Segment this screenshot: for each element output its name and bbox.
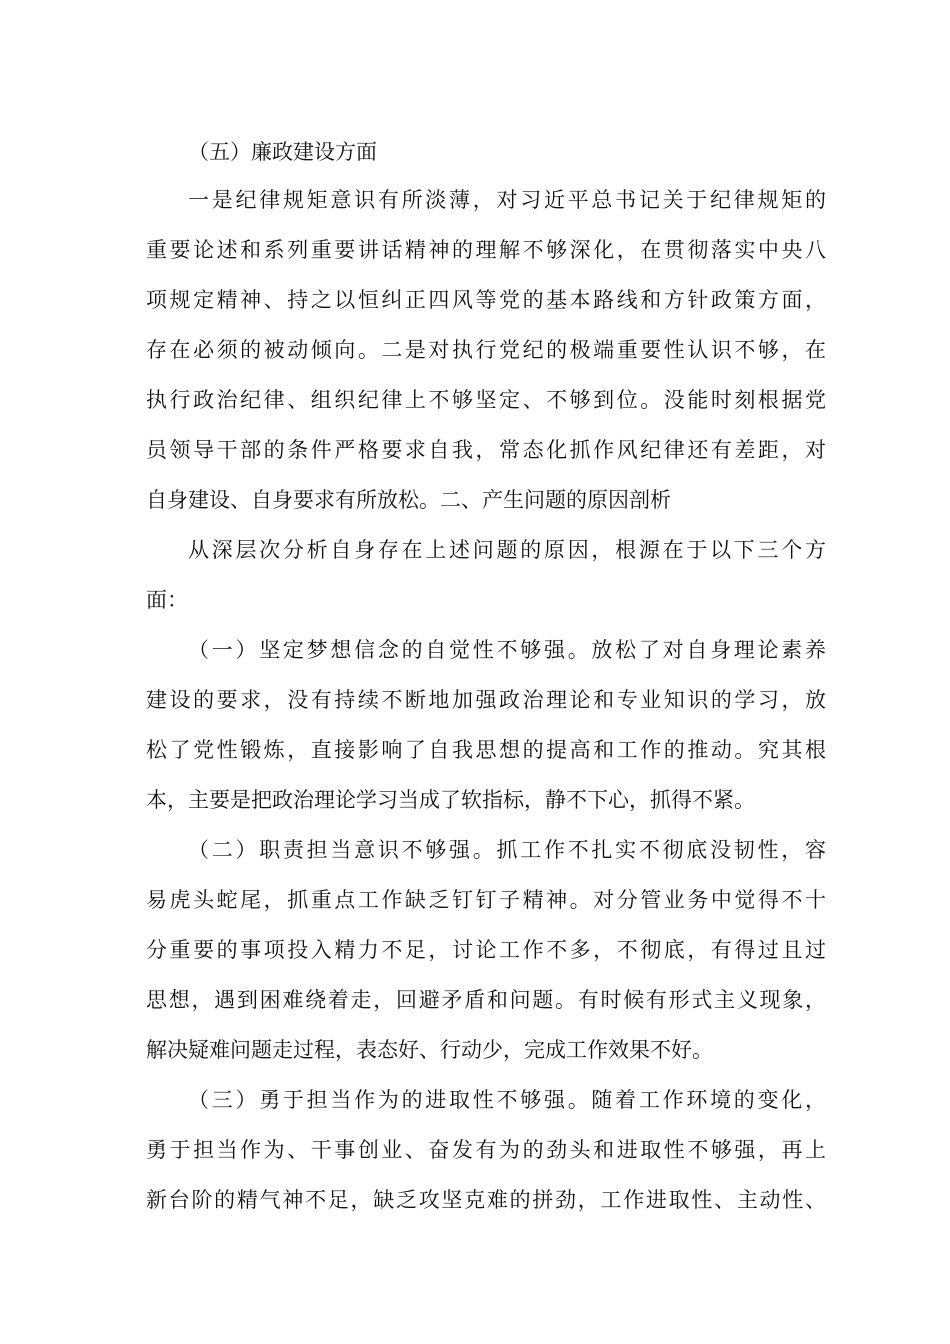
paragraph-line: 一是纪律规矩意识有所淡薄，对习近平总书记关于纪律规矩的 [188, 188, 826, 212]
paragraph-line: 项规定精神、持之以恒纠正四风等党的基本路线和方针政策方面， [146, 288, 826, 312]
paragraph-line: 执行政治纪律、组织纪律上不够坚定、不够到位。没能时刻根据党 [146, 388, 826, 412]
paragraph-line: 自身建设、自身要求有所放松。二、产生问题的原因剖析 [146, 488, 671, 512]
paragraph-line: （一）坚定梦想信念的自觉性不够强。放松了对自身理论素养 [188, 638, 826, 662]
paragraph-line: 员领导干部的条件严格要求自我，常态化抓作风纪律还有差距，对 [146, 438, 826, 462]
paragraph-line: 分重要的事项投入精力不足，讨论工作不多，不彻底，有得过且过 [146, 938, 826, 962]
paragraph-line: （三）勇于担当作为的进取性不够强。随着工作环境的变化， [188, 1088, 826, 1112]
paragraph-line: 松了党性锻炼，直接影响了自我思想的提高和工作的推动。究其根 [146, 738, 826, 762]
paragraph-line: （二）职责担当意识不够强。抓工作不扎实不彻底没韧性，容 [188, 838, 826, 862]
paragraph-line: 易虎头蛇尾，抓重点工作缺乏钉钉子精神。对分管业务中觉得不十 [146, 888, 826, 912]
paragraph-line: 重要论述和系列重要讲话精神的理解不够深化，在贯彻落实中央八 [146, 238, 826, 262]
paragraph-line: 面： [146, 588, 188, 612]
paragraph-line: 从深层次分析自身存在上述问题的原因，根源在于以下三个方 [188, 538, 826, 562]
paragraph-line: 存在必须的被动倾向。二是对执行党纪的极端重要性认识不够，在 [146, 338, 826, 362]
paragraph-line: 本，主要是把政治理论学习当成了软指标，静不下心，抓得不紧。 [146, 788, 755, 812]
section-heading: （五）廉政建设方面 [188, 140, 377, 164]
paragraph-line: 勇于担当作为、干事创业、奋发有为的劲头和进取性不够强，再上 [146, 1138, 826, 1162]
paragraph-line: 思想，遇到困难绕着走，回避矛盾和问题。有时候有形式主义现象， [146, 988, 826, 1012]
paragraph-line: 解决疑难问题走过程，表态好、行动少，完成工作效果不好。 [146, 1038, 713, 1062]
paragraph-line: 建设的要求，没有持续不断地加强政治理论和专业知识的学习，放 [146, 688, 826, 712]
paragraph-line: 新台阶的精气神不足，缺乏攻坚克难的拼劲，工作进取性、主动性、 [146, 1188, 826, 1212]
